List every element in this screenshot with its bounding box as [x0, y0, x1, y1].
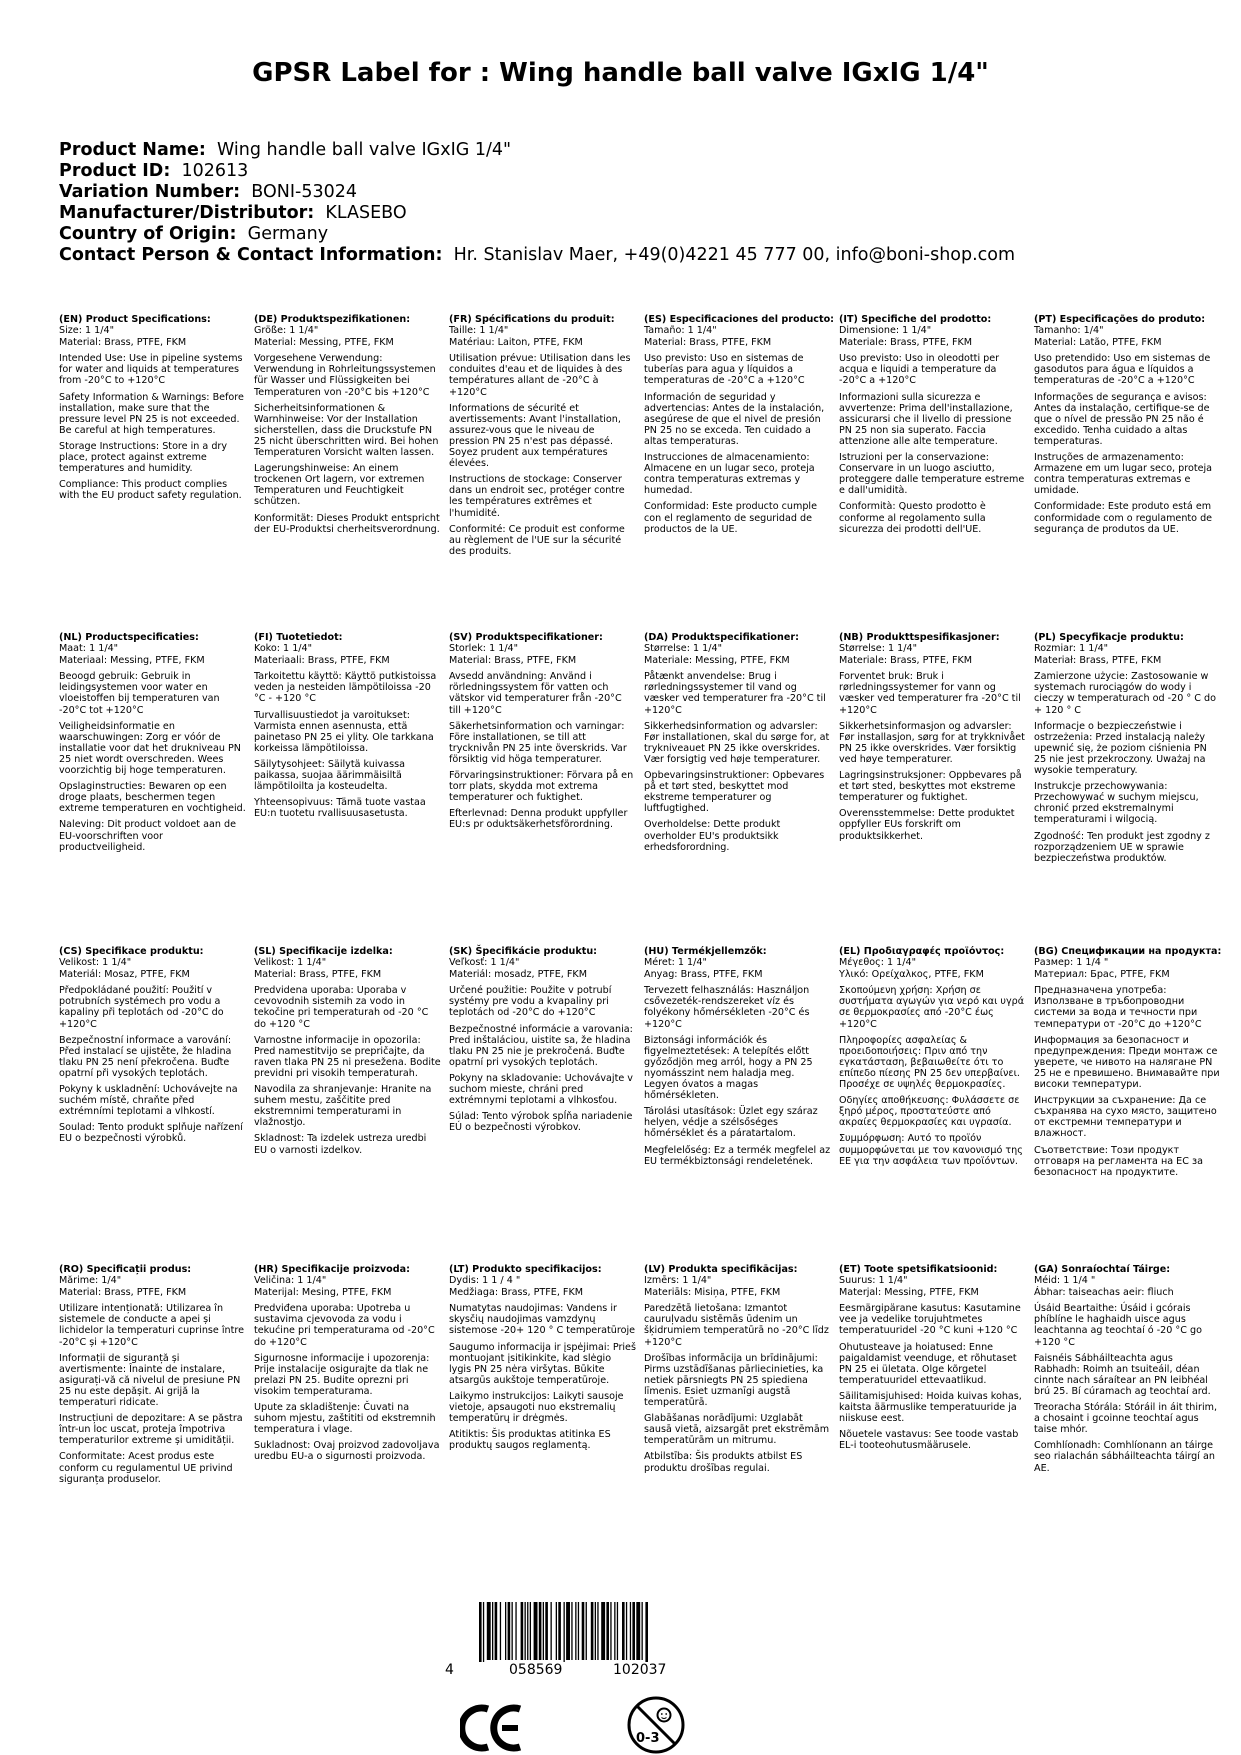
spec-paragraph: Treoracha Stórála: Stóráil in áit thirim, a chosaint i gcoinne teochtaí agus taise mhór. [1034, 1402, 1218, 1436]
not-for-children-0-3-icon [626, 1695, 686, 1755]
spec-paragraph: Velikost: 1 1/4" [254, 957, 327, 969]
barcode-bar [530, 1602, 531, 1660]
spec-paragraph: Nõuetele vastavus: See toode vastab EL-i tooteohutusmäärusele. [839, 1429, 1019, 1452]
barcode-bar [527, 1602, 528, 1660]
spec-paragraph: Materiaali: Brass, PTFE, FKM [254, 655, 390, 667]
spec-paragraph: Určené použitie: Použite v potrubí systémy pre vodu a kvapaliny pri teplotách od -20°C do +120°C [449, 985, 612, 1019]
spec-heading: (CS) Specifikace produktu: [59, 946, 204, 957]
spec-heading: (FI) Tuotetiedot: [254, 632, 343, 643]
spec-paragraph: Instruções de armazenamento: Armazene em um lugar seco, proteja contra temperaturas extremas e umidade. [1034, 452, 1213, 497]
spec-paragraph: Soulad: Tento produkt splňuje nařízení EU o bezpečnosti výrobků. [59, 1122, 243, 1145]
spec-column [1034, 632, 1229, 946]
spec-paragraph: Safety Information & Warnings: Before installation, make sure that the pressure level PN 25 is not exceeded. Be careful at high temperatures. [59, 391, 244, 436]
spec-paragraph: Navodila za shranjevanje: Hranite na suhem mestu, zaščitite pred ekstremnimi temperaturami in vlažnostjo. [254, 1084, 432, 1129]
barcode-bar [645, 1602, 648, 1662]
spec-paragraph: Materiál: Mosaz, PTFE, FKM [59, 969, 190, 981]
spec-paragraph: Informazioni sulla sicurezza e avvertenze: Prima dell'installazione, assicurarsi che il livello di pressione PN 25 non sia superato. Faccia attenzione alle alte temperature. [839, 391, 1013, 447]
spec-column [644, 946, 839, 1264]
spec-paragraph: Dimensione: 1 1/4" [839, 325, 932, 337]
info-contact: Contact Person & Contact Information: Hr. Stanislav Maer, +49(0)4221 45 777 00, info@boni-shop.com [59, 245, 1016, 265]
spec-paragraph: Avsedd användning: Använd i rörledningssystem för vatten och vätskor vid temperaturer från -20°C till +120°C [449, 671, 622, 716]
spec-paragraph: Zamierzone użycie: Zastosowanie w systemach rurociągów do wody i cieczy w temperaturach od -20 ° C do + 120 ° C [1034, 671, 1216, 716]
barcode-bar [512, 1602, 513, 1660]
spec-paragraph: Istruzioni per la conservazione: Conservare in un luogo asciutto, proteggere dalle temperature estreme e dall'umidità. [839, 452, 1025, 497]
spec-paragraph: Skladnost: Ta izdelek ustreza uredbi EU o varnosti izdelkov. [254, 1133, 427, 1156]
spec-heading: (IT) Specifiche del prodotto: [839, 314, 992, 325]
spec-paragraph: Conformitate: Acest produs este conform cu regulamentul UE privind siguranța produselor. [59, 1451, 233, 1485]
spec-column [644, 1264, 839, 1582]
spec-paragraph: Mărime: 1/4" [59, 1275, 122, 1287]
barcode-bar [543, 1602, 544, 1660]
barcode-bar [597, 1602, 598, 1660]
barcode-bar [630, 1602, 631, 1660]
spec-paragraph: Numatytas naudojimas: Vandens ir skysčių naudojimas vamzdynų sistemose -20+ 120 ° C temperatūroje [449, 1303, 636, 1337]
spec-paragraph: Påtænkt anvendelse: Brug i rørledningssystemer til vand og væsker ved temperaturer fra -20°C til +120°C [644, 671, 826, 716]
barcode [443, 1602, 743, 1682]
spec-paragraph: Compliance: This product complies with the EU product safety regulation. [59, 479, 242, 502]
spec-column [449, 314, 644, 632]
barcode-bar [521, 1602, 524, 1660]
spec-paragraph: Laikymo instrukcijos: Laikyti sausoje vietoje, apsaugoti nuo ekstremalių temperatūrų ir drėgmės. [449, 1390, 624, 1425]
spec-column [449, 946, 644, 1264]
spec-heading: (HU) Termékjellemzők: [644, 946, 767, 957]
spec-paragraph: Eesmärgipärane kasutus: Kasutamine vee ja vedelike torujuhtmetes temperatuuridel -20 °C kuni +120 °C [839, 1303, 1021, 1337]
barcode-bar [578, 1602, 579, 1660]
spec-paragraph: Tamaño: 1 1/4" [644, 325, 717, 337]
spec-column [839, 314, 1034, 632]
spec-paragraph: Yhteensopivuus: Tämä tuote vastaa EU:n tuotetu rvallisuusasetusta. [254, 797, 426, 820]
spec-paragraph: Opbevaringsinstruktioner: Opbevares på et tørt sted, beskyttet mod ekstreme temperaturer og luftfugtighed. [644, 770, 825, 815]
spec-paragraph: Informações de segurança e avisos: Antes da instalação, certifique-se de que o nível de pressão PN 25 não é excedido. Tenha cuidado a altas temperaturas. [1034, 391, 1210, 447]
age-label: 0-3 [636, 1731, 660, 1746]
spec-paragraph: Pokyny na skladovanie: Uchovávajte v suchom mieste, chráni pred extrémnymi teplotami a vlhkosťou. [449, 1072, 633, 1107]
spec-paragraph: Tárolási utasítások: Üzlet egy száraz helyen, védje a szélsőséges hőmérséklet és a páratartalom. [644, 1106, 818, 1140]
spec-paragraph: Medžiaga: Brass, PTFE, FKM [449, 1287, 584, 1299]
spec-column [254, 946, 449, 1264]
spec-paragraph: Efterlevnad: Denna produkt uppfyller EU:s pr oduktsäkerhetsförordning. [449, 808, 628, 831]
spec-paragraph: Drošības informācija un brīdinājumi: Pirms uzstādīšanas pārliecinieties, ka netiek pārsniegts PN 25 spiediena līmenis. Esiet uzmanīgi augstā temperatūrā. [644, 1352, 824, 1409]
spec-paragraph: Forventet bruk: Bruk i rørledningssystemer for vann og væsker ved temperaturer fra -20°C til +120°C [839, 671, 1021, 716]
barcode-bar [515, 1602, 516, 1660]
spec-paragraph: Rozmiar: 1 1/4" [1034, 643, 1109, 655]
spec-heading: (ET) Toote spetsifikatsioonid: [839, 1264, 998, 1275]
spec-paragraph: Maat: 1 1/4" [59, 643, 119, 655]
spec-paragraph: Atbilstība: Šis produkts atbilst ES produktu drošības regulai. [644, 1451, 803, 1474]
spec-column [1034, 314, 1229, 632]
spec-paragraph: Informations de sécurité et avertissements: Avant l'installation, assurez-vous que le niveau de pression PN 25 n'est pas dépassé. Soyez prudent aux températures élevées. [449, 402, 621, 470]
barcode-bar [545, 1602, 548, 1660]
spec-column [59, 314, 254, 632]
spec-paragraph: Инструкции за съхранение: Да се съхранява на сухо място, защитено от екстремни температури и влажност. [1034, 1095, 1217, 1140]
spec-paragraph: Glabāšanas norādījumi: Uzglabāt sausā vietā, aizsargāt pret ekstrēmām temperatūrām un mitrumu. [644, 1413, 830, 1447]
spec-paragraph: Förvaringsinstruktioner: Förvara på en torr plats, skydda mot extrema temperaturer och fuktighet. [449, 770, 634, 804]
spec-paragraph: Materiāls: Misiņa, PTFE, FKM [644, 1287, 781, 1299]
spec-paragraph: Koko: 1 1/4" [254, 643, 313, 655]
spec-paragraph: Dydis: 1 1 / 4 " [449, 1275, 521, 1287]
spec-paragraph: Conformidad: Este producto cumple con el reglamento de seguridad de productos de la UE. [644, 501, 817, 535]
spec-paragraph: Material: Brass, PTFE, FKM [449, 655, 577, 667]
barcode-bar [534, 1602, 538, 1660]
spec-column [59, 946, 254, 1264]
barcode-bar [614, 1602, 615, 1660]
spec-paragraph: Předpokládané použití: Použití v potrubních systémech pro vodu a kapaliny při teplotách od -20°C do +120°C [59, 985, 224, 1030]
spec-heading: (EL) Προδιαγραφές προϊόντος: [839, 946, 1005, 957]
barcode-bars [479, 1602, 705, 1662]
barcode-bar [487, 1602, 491, 1660]
spec-paragraph: Upute za skladištenje: Čuvati na suhom mjestu, zaštititi od ekstremnih temperatura i vlage. [254, 1402, 436, 1436]
spec-paragraph: Suurus: 1 1/4" [839, 1275, 908, 1287]
spec-paragraph: Materjal: Messing, PTFE, FKM [839, 1287, 979, 1299]
spec-paragraph: Veiligheidsinformatie en waarschuwingen: Zorg er vóór de installatie voor dat het drukniveau PN 25 niet wordt overschreden. Wees voorzichtig bij hoge temperaturen. [59, 720, 241, 777]
barcode-bar [558, 1602, 561, 1660]
spec-paragraph: Turvallisuustiedot ja varoitukset: Varmista ennen asennusta, että painetaso PN 25 ei ylity. Ole tarkkana korkeissa lämpötiloissa. [254, 709, 434, 754]
spec-paragraph: Conformidade: Este produto está em conformidade com o regulamento de segurança de produtos da UE. [1034, 501, 1213, 535]
spec-paragraph: Instrukcje przechowywania: Przechowywać w suchym miejscu, chronić przed ekstremalnymi temperaturami i wilgocią. [1034, 781, 1199, 826]
spec-paragraph: Tarkoitettu käyttö: Käyttö putkistoissa veden ja nesteiden lämpötiloissa -20 °C - +120 °C [254, 671, 437, 705]
spec-row [59, 1264, 1229, 1582]
spec-heading: (ES) Especificaciones del producto: [644, 314, 835, 325]
spec-paragraph: Предназначена употреба: Използване в тръбопроводни системи за вода и течности при температури от -20°C до +120°C [1034, 985, 1202, 1030]
spec-paragraph: Σκοπούμενη χρήση: Χρήση σε συστήματα αγωγών για νερό και υγρά σε θερμοκρασίες από -20°C έως +120°C [839, 985, 1025, 1030]
barcode-bar [595, 1602, 596, 1660]
spec-paragraph: Instrucciones de almacenamiento: Almacene en un lugar seco, proteja contra temperaturas extremas y humedad. [644, 452, 815, 497]
spec-paragraph: Materiale: Brass, PTFE, FKM [839, 655, 973, 667]
spec-paragraph: Instrucțiuni de depozitare: A se păstra într-un loc uscat, proteja împotriva temperaturilor extreme și umidității. [59, 1413, 243, 1447]
spec-paragraph: Velikost: 1 1/4" [59, 957, 132, 969]
spec-paragraph: Uso previsto: Uso in oleodotti per acqua e liquidi a temperature da -20°C a +120°C [839, 353, 1000, 387]
barcode-bar [571, 1602, 572, 1660]
spec-paragraph: Megfelelőség: Ez a termék megfelel az EU termékbiztonsági rendeletének. [644, 1144, 831, 1167]
ce-mark-icon [460, 1703, 526, 1753]
spec-paragraph: Conformité: Ce produit est conforme au règlement de l'UE sur la sécurité des produits. [449, 523, 625, 557]
spec-paragraph: Comhlíonadh: Comhlíonann an táirge seo rialachán sábháilteachta táirgí an AE. [1034, 1440, 1215, 1474]
info-product-id: Product ID: 102613 [59, 161, 249, 181]
spec-heading: (GA) Sonraíochtaí Táirge: [1034, 1264, 1171, 1275]
spec-heading: (DA) Produktspecifikationer: [644, 632, 799, 643]
spec-paragraph: Opslaginstructies: Bewaren op een droge plaats, beschermen tegen extreme temperaturen en vochtigheid. [59, 781, 246, 815]
spec-paragraph: Sigurnosne informacije i upozorenja: Prije instalacije osigurajte da tlak ne prelazi PN 25. Budite oprezni pri visokim temperaturama. [254, 1352, 430, 1397]
spec-paragraph: Utilizare intenționată: Utilizarea în sistemele de conducte a apei și lichidelor la temperaturi cuprinse între -20°C și +120°C [59, 1303, 245, 1348]
specifications-grid [59, 314, 1229, 1582]
spec-paragraph: Säilytysohjeet: Säilytä kuivassa paikassa, suojaa äärimmäisiltä lämpötiloilta ja kosteudelta. [254, 758, 405, 793]
spec-paragraph: Méid: 1 1/4 " [1034, 1275, 1096, 1287]
barcode-bar [622, 1602, 625, 1660]
spec-paragraph: Material: Latão, PTFE, FKM [1034, 337, 1162, 349]
spec-column [644, 632, 839, 946]
barcode-bar [610, 1602, 611, 1660]
spec-paragraph: Instructions de stockage: Conserver dans un endroit sec, protéger contre les températures extrêmes et l'humidité. [449, 474, 625, 519]
spec-paragraph: Méret: 1 1/4" [644, 957, 707, 969]
spec-paragraph: Material: Brass, PTFE, FKM [254, 969, 382, 981]
barcode-bar [606, 1602, 609, 1660]
spec-column [254, 314, 449, 632]
spec-heading: (SV) Produktspecifikationer: [449, 632, 603, 643]
spec-paragraph: Größe: 1 1/4" [254, 325, 319, 337]
spec-paragraph: Μέγεθος: 1 1/4" [839, 957, 916, 969]
spec-paragraph: Materiale: Messing, PTFE, FKM [644, 655, 790, 667]
spec-paragraph: Uso pretendido: Uso em sistemas de gasodutos para água e líquidos a temperaturas de -20°C a +120°C [1034, 353, 1211, 387]
barcode-bar [626, 1602, 627, 1660]
info-variation-number: Variation Number: BONI-53024 [59, 182, 357, 202]
spec-paragraph: Veličina: 1 1/4" [254, 1275, 327, 1287]
spec-row [59, 314, 1229, 632]
spec-column [839, 1264, 1034, 1582]
spec-paragraph: Съответствие: Този продукт отговаря на регламента на ЕС за безопасност на продуктите. [1034, 1144, 1203, 1178]
label-title: GPSR Label for : Wing handle ball valve IGxIG 1/4" [252, 58, 989, 88]
spec-paragraph: Atitiktis: Šis produktas atitinka ES produktų saugos reglamentą. [449, 1429, 611, 1452]
spec-paragraph: Taille: 1 1/4" [449, 325, 509, 337]
info-country-of-origin: Country of Origin: Germany [59, 224, 329, 244]
spec-paragraph: Tervezett felhasználás: Használjon csővezeték-rendszereket víz és folyékony hőmérsékleten -20°C és +120°C [644, 985, 810, 1030]
spec-paragraph: Súlad: Tento výrobok spĺňa nariadenie EÚ o bezpečnosti výrobkov. [449, 1111, 633, 1134]
spec-paragraph: Zgodność: Ten produkt jest zgodny z rozporządzeniem UE w sprawie bezpieczeństwa produktów. [1034, 830, 1210, 864]
spec-heading: (PT) Especificações do produto: [1034, 314, 1206, 325]
barcode-bar [586, 1602, 587, 1660]
spec-paragraph: Материал: Брас, PTFE, FKM [1034, 969, 1170, 981]
spec-column [254, 632, 449, 946]
spec-paragraph: Material: Brass, PTFE, FKM [59, 1287, 187, 1299]
spec-paragraph: Lagringsinstruksjoner: Oppbevares på et tørt sted, beskyttes mot ekstreme temperaturer og fuktighet. [839, 770, 1022, 804]
spec-heading: (FR) Spécifications du produit: [449, 314, 615, 325]
spec-paragraph: Intended Use: Use in pipeline systems for water and liquids at temperatures from -20°C to +120°C [59, 353, 243, 387]
barcode-bar [495, 1602, 498, 1660]
barcode-bar [591, 1602, 594, 1660]
barcode-bar [505, 1602, 506, 1660]
spec-paragraph: Vorgesehene Verwendung: Verwendung in Rohrleitungssystemen für Wasser und Flüssigkeiten bei Temperaturen von -20°C bis +120°C [254, 353, 436, 398]
spec-paragraph: Varnostne informacije in opozorila: Pred namestitvijo se prepričajte, da raven tlaka PN 25 ni presežena. Bodite previdni pri visokih temperaturah. [254, 1034, 441, 1079]
spec-paragraph: Tamanho: 1/4" [1034, 325, 1104, 337]
spec-column [1034, 1264, 1229, 1582]
spec-paragraph: Bezpečnostné informácie a varovania: Pred inštaláciou, uistite sa, že hladina tlaku PN 25 nie je prekročená. Buďte opatrní pri vysokých teplotách. [449, 1023, 633, 1068]
barcode-bar [483, 1602, 484, 1662]
spec-paragraph: Säkerhetsinformation och varningar: Före installationen, se till att trycknivån PN 25 inte överskrids. Var försiktig vid höga temperaturer. [449, 720, 627, 765]
spec-heading: (DE) Produktspezifikationen: [254, 314, 411, 325]
spec-paragraph: Material: Brass, PTFE, FKM [644, 337, 772, 349]
spec-paragraph: Πληροφορίες ασφαλείας & προειδοποιήσεις: Πριν από την εγκατάσταση, βεβαιωθείτε ότι το επίπεδο πίεσης PN 25 δεν υπερβαίνει. Προσέχε σε υψηλές θερμοκρασίες. [839, 1034, 1020, 1091]
spec-paragraph: Conformità: Questo prodotto è conforme al regolamento sulla sicurezza dei prodotti dell'UE. [839, 501, 986, 535]
barcode-bar [601, 1602, 605, 1660]
spec-paragraph: Izmērs: 1 1/4" [644, 1275, 712, 1287]
barcode-digit-left: 4 [445, 1662, 454, 1678]
spec-heading: (LV) Produkta specifikācijas: [644, 1264, 798, 1275]
spec-row [59, 632, 1229, 946]
spec-paragraph: Paredzētā lietošana: Izmantot cauruļvadu sistēmās ūdenim un šķidrumiem temperatūrā no -20°C līdz +120°C [644, 1303, 829, 1348]
spec-paragraph: Matériau: Laiton, PTFE, FKM [449, 337, 583, 349]
spec-paragraph: Storage Instructions: Store in a dry place, protect against extreme temperatures and humidity. [59, 440, 228, 475]
spec-column [839, 946, 1034, 1264]
spec-heading: (PL) Specyfikacje produktu: [1034, 632, 1184, 643]
spec-paragraph: Predviđena uporaba: Upotreba u sustavima cjevovoda za vodu i tekućine pri temperaturama od -20°C do +120°C [254, 1303, 435, 1348]
spec-paragraph: Materiale: Brass, PTFE, FKM [839, 337, 973, 349]
spec-paragraph: Materiał: Brass, PTFE, FKM [1034, 655, 1162, 667]
spec-paragraph: Информация за безопасност и предупреждения: Преди монтаж се уверете, че нивото на налягане PN 25 не е превишено. Внимавайте при високи температури. [1034, 1034, 1220, 1091]
barcode-bar [582, 1602, 585, 1660]
spec-column [839, 632, 1034, 946]
spec-paragraph: Bezpečnostní informace a varování: Před instalací se ujistěte, že hladina tlaku PN 25 není překročena. Buďte opatrní při vysokých teplotách. [59, 1034, 232, 1079]
spec-paragraph: Material: Messing, PTFE, FKM [254, 337, 394, 349]
spec-column [1034, 946, 1229, 1264]
barcode-bar [539, 1602, 542, 1660]
spec-paragraph: Konformität: Dieses Produkt entspricht der EU-Produktsi cherheitsverordnung. [254, 512, 440, 535]
spec-paragraph: Säilitamisjuhised: Hoida kuivas kohas, kaitsta äärmuslike temperatuuride ja niiskuse eest. [839, 1390, 1022, 1425]
spec-paragraph: Saugumo informacija ir įspėjimai: Prieš montuojant įsitikinkite, kad slėgio lygis PN 25 nėra viršytas. Būkite atsargūs aukštoje temperatūroje. [449, 1341, 636, 1386]
spec-column [59, 1264, 254, 1582]
barcode-bar [508, 1602, 511, 1660]
spec-paragraph: Overensstemmelse: Dette produktet oppfyller EUs forskrift om produktsikkerhet. [839, 808, 1015, 842]
spec-paragraph: Materijal: Mesing, PTFE, FKM [254, 1287, 392, 1299]
spec-heading: (NL) Productspecificaties: [59, 632, 199, 643]
spec-paragraph: Materiaal: Messing, PTFE, FKM [59, 655, 205, 667]
barcode-group-1: 058569 [509, 1662, 563, 1678]
spec-paragraph: Materiál: mosadz, PTFE, FKM [449, 969, 587, 981]
spec-heading: (RO) Specificații produs: [59, 1264, 192, 1275]
spec-paragraph: Uso previsto: Uso en sistemas de tuberías para agua y líquidos a temperaturas de -20°C a +120°C [644, 353, 805, 387]
spec-paragraph: Informații de siguranță și avertismente: Înainte de instalare, asigurați-vă că nivelul de presiune PN 25 nu este depășit. Ai grijă la temperaturi ridicate. [59, 1352, 241, 1409]
spec-paragraph: Faisnéis Sábháilteachta agus Rabhadh: Roimh an tsuiteáil, déan cinnte nach sáraítear an PN leibhéal brú 25. Bí cúramach ag teochtaí ard. [1034, 1352, 1211, 1397]
barcode-bar [617, 1602, 618, 1660]
spec-paragraph: Naleving: Dit product voldoet aan de EU-voorschriften voor productveiligheid. [59, 819, 236, 853]
barcode-bar [551, 1602, 552, 1660]
barcode-group-2: 102037 [613, 1662, 667, 1678]
spec-paragraph: Sicherheitsinformationen & Warnhinweise: Vor der Installation sicherstellen, dass die Druckstufe PN 25 nicht überschritten wird. Bei hohen Temperaturen Vorsicht walten lassen. [254, 402, 439, 459]
spec-heading: (LT) Produkto specifikacijos: [449, 1264, 602, 1275]
spec-column [644, 314, 839, 632]
spec-paragraph: Οδηγίες αποθήκευσης: Φυλάσσετε σε ξηρό μέρος, προστατεύστε από ακραίες θερμοκρασίες και υγρασία. [839, 1095, 1020, 1129]
spec-heading: (EN) Product Specifications: [59, 314, 211, 325]
barcode-bar [566, 1602, 570, 1660]
barcode-bar [632, 1602, 635, 1660]
spec-paragraph: Sikkerhetsinformasjon og advarsler: Før installasjon, sørg for at trykknivået PN 25 ikke overskrides. Vær forsiktig ved høye temperaturer. [839, 720, 1025, 765]
spec-paragraph: Sikkerhedsinformation og advarsler: Før installationen, skal du sørge for, at trykniveauet PN 25 ikke overskrides. Vær forsigtig ved høje temperaturer. [644, 720, 830, 765]
spec-paragraph: Material: Brass, PTFE, FKM [59, 337, 187, 349]
spec-paragraph: Úsáid Beartaithe: Úsáid i gcórais phíblíne le haghaidh uisce agus leachtanna ag teochtaí ó -20 °C go +120 °C [1034, 1303, 1202, 1348]
spec-paragraph: Ábhar: taiseachas aeir: fliuch [1034, 1287, 1174, 1299]
spec-paragraph: Pokyny k uskladnění: Uchovávejte na suchém místě, chraňte před extrémními teplotami a vlhkostí. [59, 1084, 238, 1118]
spec-paragraph: Размер: 1 1/4 " [1034, 957, 1109, 969]
spec-column [449, 1264, 644, 1582]
spec-paragraph: Predvidena uporaba: Uporaba v cevovodnih sistemih za vodo in tekočine pri temperaturah od -20 °C do +120 °C [254, 985, 429, 1030]
barcode-bar [642, 1602, 643, 1660]
barcode-bar [500, 1602, 501, 1660]
spec-paragraph: Sukladnost: Ovaj proizvod zadovoljava uredbu EU-a o sigurnosti proizvoda. [254, 1440, 440, 1463]
spec-column [59, 632, 254, 946]
spec-column [449, 632, 644, 946]
barcode-bar [636, 1602, 640, 1660]
spec-column [254, 1264, 449, 1582]
spec-row [59, 946, 1229, 1264]
spec-paragraph: Størrelse: 1 1/4" [839, 643, 917, 655]
spec-paragraph: Veľkosť: 1 1/4" [449, 957, 520, 969]
spec-paragraph: Beoogd gebruik: Gebruik in leidingsystemen voor water en vloeistoffen bij temperaturen van -20°C tot +120°C [59, 671, 220, 716]
spec-paragraph: Storlek: 1 1/4" [449, 643, 519, 655]
spec-paragraph: Υλικό: Ορείχαλκος, PTFE, FKM [839, 969, 984, 981]
spec-paragraph: Overholdelse: Dette produkt overholder EU's produktsikk erhedsforordning. [644, 819, 781, 853]
spec-paragraph: Lagerungshinweise: An einem trockenen Ort lagern, vor extremen Temperaturen und Feuchtigkeit schützen. [254, 463, 425, 508]
info-manufacturer: Manufacturer/Distributor: KLASEBO [59, 203, 407, 223]
spec-paragraph: Anyag: Brass, PTFE, FKM [644, 969, 763, 981]
spec-paragraph: Ohutusteave ja hoiatused: Enne paigaldamist veenduge, et rõhutaset PN 25 ei ületata. Olge kõrgetel temperatuuridel ettevaatlikud. [839, 1341, 1017, 1386]
barcode-bar [525, 1602, 526, 1660]
spec-paragraph: Size: 1 1/4" [59, 325, 114, 337]
spec-paragraph: Biztonsági információk és figyelmeztetések: A telepítés előtt győződjön meg arról, hogy a PN 25 nyomásszint nem haladja meg. Legyen óvatos a magas hőmérsékleten. [644, 1034, 813, 1102]
barcode-bar [556, 1602, 557, 1660]
spec-heading: (NB) Produkttspesifikasjoner: [839, 632, 1000, 643]
spec-heading: (BG) Спецификации на продукта: [1034, 946, 1222, 957]
spec-paragraph: Utilisation prévue: Utilisation dans les conduites d'eau et de liquides à des températures allant de -20°C à +120°C [449, 353, 631, 398]
spec-heading: (SL) Specifikacije izdelka: [254, 946, 393, 957]
barcode-bar [479, 1602, 482, 1662]
barcode-bar [575, 1602, 576, 1660]
spec-heading: (SK) Špecifikácie produktu: [449, 946, 598, 957]
spec-paragraph: Información de seguridad y advertencias: Antes de la instalación, asegúrese de que el nivel de presión PN 25 no se exceda. Ten cuidado a altas temperaturas. [644, 391, 825, 447]
spec-paragraph: Συμμόρφωση: Αυτό το προϊόν συμμορφώνεται με τον κανονισμό της ΕΕ για την ασφάλεια των προϊόντων. [839, 1133, 1023, 1167]
product-info [59, 140, 1015, 266]
spec-paragraph: Informacje o bezpieczeństwie i ostrzeżenia: Przed instalacją należy upewnić się, że poziom ciśnienia PN 25 nie jest przekroczony. Uważaj na wysokie temperatury. [1034, 720, 1207, 777]
spec-paragraph: Størrelse: 1 1/4" [644, 643, 722, 655]
spec-heading: (HR) Specifikacije proizvoda: [254, 1264, 410, 1275]
barcode-bar [564, 1602, 565, 1662]
barcode-bar [492, 1602, 493, 1660]
info-product-name: Product Name: Wing handle ball valve IGxIG 1/4" [59, 140, 512, 160]
